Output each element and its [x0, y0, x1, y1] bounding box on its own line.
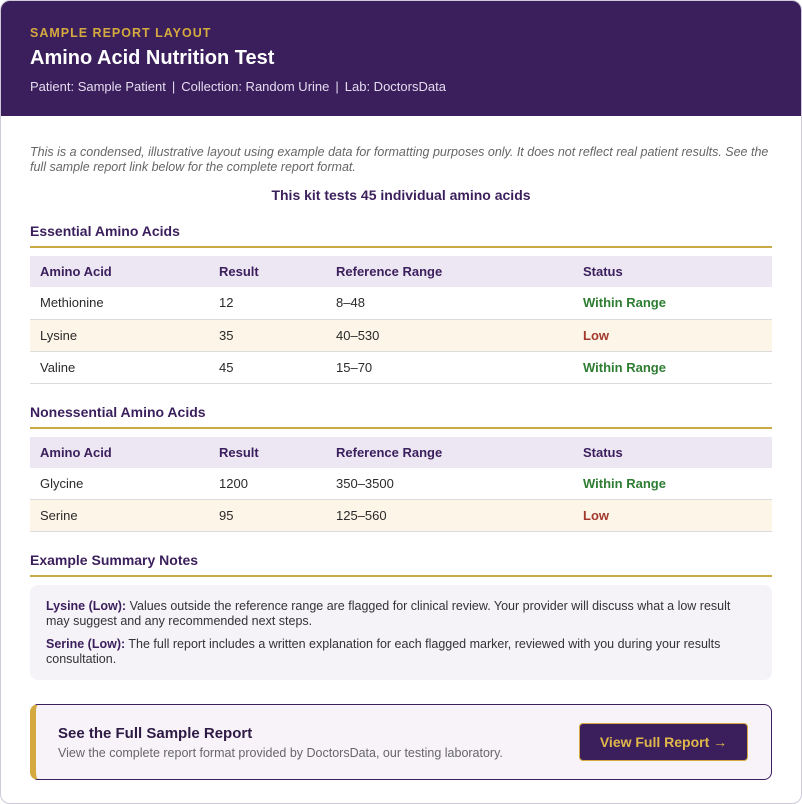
result-value: 1200: [209, 468, 326, 500]
disclaimer-text: This is a condensed, illustrative layout using example data for formatting purposes only. It does not reflect real patient results. See the full sample report link below for the complete report format.: [30, 145, 769, 174]
column-header: Result: [219, 444, 259, 460]
amino-acid-name: Glycine: [30, 468, 209, 500]
note-text: Values outside the reference range are flagged for clinical review. Your provider will discuss what a low result may suggest and any recommended next steps.: [46, 599, 731, 628]
meta-separator: |: [171, 79, 176, 94]
result-value: 45: [209, 351, 326, 383]
reference-range: 350–3500: [326, 468, 573, 500]
amino-acid-name: Serine: [30, 500, 209, 532]
column-header: Status: [583, 444, 623, 460]
report-meta: [30, 79, 772, 95]
report-header: [1, 1, 801, 116]
report-content: [1, 116, 801, 780]
table-header-row: [30, 437, 772, 468]
status-badge: Low: [573, 319, 772, 351]
summary-section-title: Example Summary Notes: [30, 552, 772, 577]
callout-subtitle: View the complete report format provided by DoctorsData, our testing laboratory.: [58, 746, 503, 760]
lab-label: Lab: DoctorsData: [344, 79, 446, 94]
note-label: Serine (Low):: [46, 637, 126, 651]
summary-note: [46, 637, 756, 667]
reference-range: 8–48: [326, 287, 573, 319]
nonessential-table: [30, 437, 772, 533]
column-header: Result: [219, 264, 259, 279]
summary-note: [46, 599, 756, 629]
amino-acid-name: Valine: [30, 351, 209, 383]
note-text: The full report includes a written explanation for each flagged marker, reviewed with you during your results consultation.: [46, 637, 721, 666]
result-value: 12: [209, 287, 326, 319]
column-header: Reference Range: [336, 264, 443, 279]
column-header: Status: [583, 264, 623, 279]
note-label: Lysine (Low):: [46, 599, 127, 613]
reference-range: 40–530: [326, 319, 573, 351]
reference-range: 125–560: [326, 500, 573, 532]
result-value: 95: [209, 500, 326, 532]
status-badge: Low: [573, 500, 772, 532]
status-badge: Within Range: [573, 351, 772, 383]
meta-separator: |: [335, 79, 339, 94]
column-header: Reference Range: [336, 444, 443, 460]
amino-acid-name: Lysine: [30, 319, 209, 351]
table-row: [30, 500, 772, 532]
table-row: [30, 287, 772, 319]
result-value: 35: [209, 319, 326, 351]
status-badge: Within Range: [573, 287, 772, 319]
table-row: [30, 351, 772, 383]
collection-label: Collection: Random Urine: [181, 79, 330, 94]
kit-summary: This kit tests 45 individual amino acids: [271, 187, 531, 203]
amino-acid-name: Methionine: [30, 287, 209, 319]
page-title: Amino Acid Nutrition Test: [30, 47, 275, 69]
table-row: [30, 319, 772, 351]
table-header-row: [30, 256, 772, 287]
table-row: [30, 468, 772, 500]
column-header: Amino Acid: [40, 444, 112, 460]
nonessential-section-title: Nonessential Amino Acids: [30, 404, 772, 429]
summary-notes: [30, 585, 772, 680]
status-badge: Within Range: [573, 468, 772, 500]
callout-title: See the Full Sample Report: [58, 725, 253, 742]
essential-table: [30, 256, 772, 384]
reference-range: 15–70: [326, 351, 573, 383]
patient-label: Patient: Sample Patient: [30, 79, 166, 94]
report-eyebrow: SAMPLE REPORT LAYOUT: [30, 26, 212, 40]
essential-section-title: Essential Amino Acids: [30, 223, 772, 248]
column-header: Amino Acid: [40, 264, 112, 279]
full-report-callout: [30, 704, 772, 780]
view-full-report-button[interactable]: View Full Report →: [579, 723, 748, 761]
